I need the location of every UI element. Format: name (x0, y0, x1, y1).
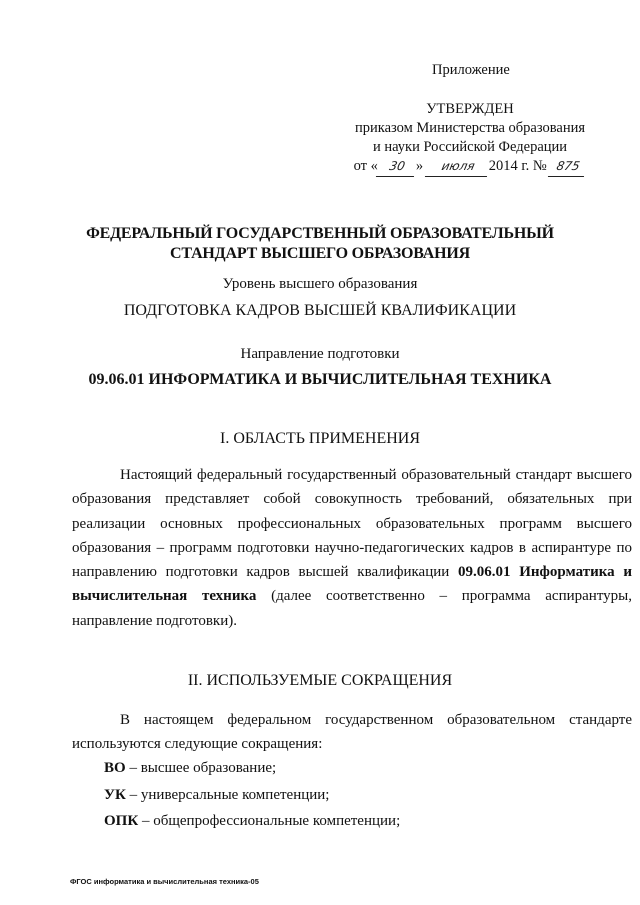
direction-label: Направление подготовки (240, 346, 400, 362)
abbreviation-definition: – высшее образование; (125, 760, 277, 776)
section-1-paragraph (72, 463, 632, 633)
abbreviation-term: УК (104, 787, 126, 803)
approval-line-1: приказом Министерства образования (354, 120, 586, 136)
title-line-1: ФЕДЕРАЛЬНЫЙ ГОСУДАРСТВЕННЫЙ ОБРАЗОВАТЕЛЬНЫЙ (86, 225, 554, 242)
approval-block (320, 100, 620, 177)
approved-label: УТВЕРЖДЕН (426, 101, 514, 117)
page-footer: ФГОС информатика и вычислительная техника-05 (70, 877, 259, 886)
section-2-intro (72, 708, 632, 757)
abbreviation-item (104, 787, 329, 804)
title-line-2: СТАНДАРТ ВЫСШЕГО ОБРАЗОВАНИЯ (170, 245, 470, 262)
handwritten-order-number: 875 (548, 157, 588, 177)
appendix-label: Приложение (432, 62, 510, 78)
document-title (0, 224, 640, 264)
section-1-text-b: (далее соответственно – программа аспирантуры, направление подготовки). (72, 588, 633, 629)
section-1-heading: I. ОБЛАСТЬ ПРИМЕНЕНИЯ (219, 430, 421, 447)
abbreviation-item (104, 760, 276, 777)
approval-date-line (320, 157, 620, 177)
direction-value: 09.06.01 ИНФОРМАТИКА И ВЫЧИСЛИТЕЛЬНАЯ ТЕХНИКА (88, 371, 552, 388)
abbreviation-term: ОПК (104, 813, 139, 829)
abbreviation-term: ВО (104, 760, 126, 776)
section-2-intro-text: В настоящем федеральном государственном образовательном стандарте используются следующие сокращения: (72, 712, 632, 753)
date-mid: » (415, 158, 424, 174)
abbreviation-definition: – общепрофессиональные компетенции; (138, 813, 401, 829)
handwritten-month: июля (425, 157, 491, 177)
level-value: ПОДГОТОВКА КАДРОВ ВЫСШЕЙ КВАЛИФИКАЦИИ (123, 302, 517, 319)
abbreviation-item (104, 813, 400, 830)
date-prefix: от « (353, 158, 378, 174)
section-2-heading: II. ИСПОЛЬЗУЕМЫЕ СОКРАЩЕНИЯ (187, 672, 453, 689)
section-1-text-a: Настоящий федеральный государственный образовательный стандарт высшего образования представляет собой совокупность требований, обязательных при реализации основных профессиональных образовательных программ высшего образования – программ подготовки научно-педагогических кадров в аспирантуре по направлению подготовки кадров высшей квалификации (72, 467, 632, 581)
level-label: Уровень высшего образования (222, 276, 418, 292)
section-1-direction-bold: 09.06.01 Информатика и вычислительная техника (72, 564, 632, 605)
approval-line-2: и науки Российской Федерации (372, 139, 568, 155)
handwritten-day: 30 (376, 157, 418, 177)
abbreviation-definition: – универсальные компетенции; (125, 787, 330, 803)
year-text: 2014 г. № (488, 158, 547, 174)
